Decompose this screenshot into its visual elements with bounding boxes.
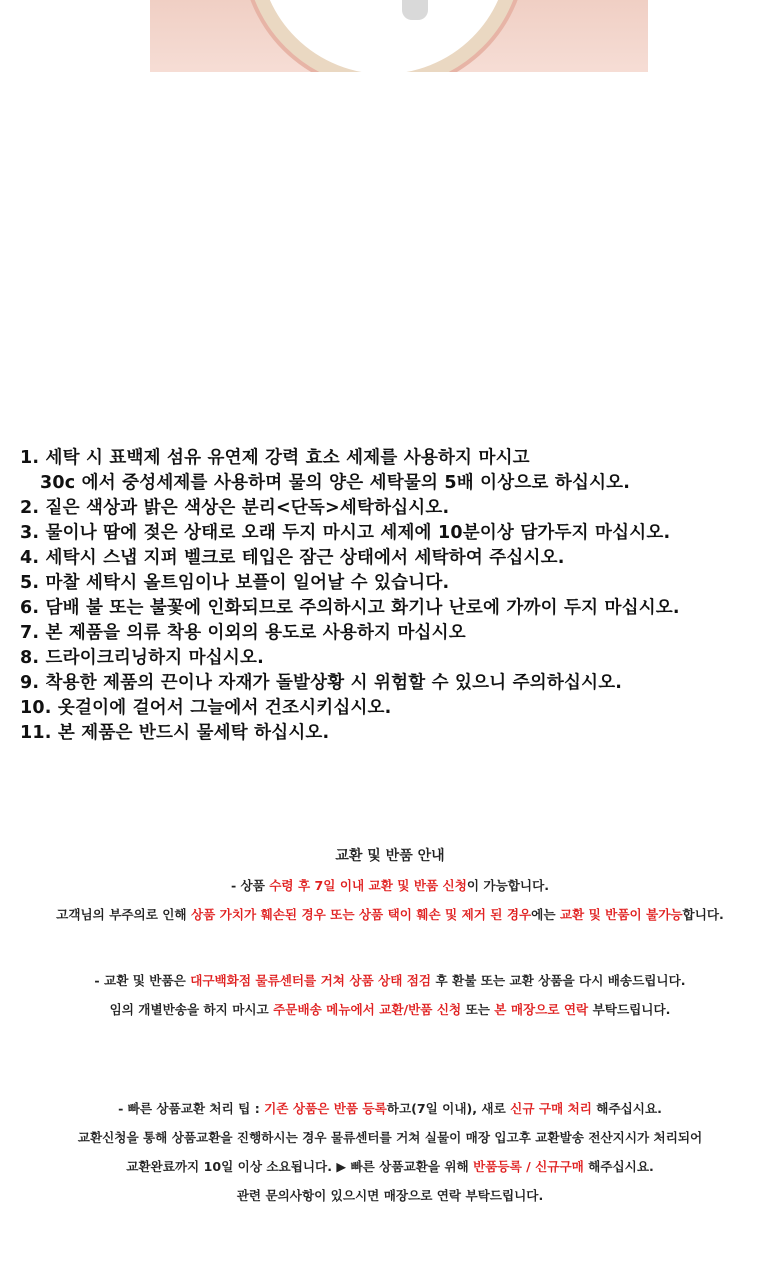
quick-exchange-tip	[0, 1094, 780, 1210]
notice-text: 또는	[461, 1002, 495, 1017]
notice-line	[0, 1094, 780, 1123]
care-item: 11. 본 제품은 반드시 물세탁 하십시오.	[20, 723, 330, 743]
product-photo	[150, 0, 648, 72]
notice-text: 교환완료까지 10일 이상 소요됩니다. ▶ 빠른 상품교환을 위해	[126, 1159, 474, 1174]
notice-text: 합니다.	[682, 907, 724, 922]
care-instructions	[20, 446, 770, 746]
care-item: 30c 에서 중성세제를 사용하며 물의 양은 세탁물의 5배 이상으로 하십시오.	[40, 473, 631, 493]
notice-highlight: 대구백화점 물류센터를 거쳐 상품 상태 점검	[190, 973, 432, 988]
notice-line	[0, 1152, 780, 1181]
notice-highlight: 기존 상품은 반품 등록	[264, 1101, 387, 1116]
notice-highlight: 신규 구매 처리	[510, 1101, 592, 1116]
care-item: 4. 세탁시 스냅 지퍼 벨크로 테입은 잠근 상태에서 세탁하여 주십시오.	[20, 548, 565, 568]
notice-text: 이 가능합니다.	[466, 878, 550, 893]
care-item: 6. 담배 불 또는 불꽃에 인화되므로 주의하시고 화기나 난로에 가까이 두지 마십시오.	[20, 598, 680, 618]
notice-text: 하고(7일 이내), 새로	[386, 1101, 511, 1116]
notice-highlight: 주문배송 메뉴에서 교환/반품 신청	[273, 1002, 462, 1017]
notice-text: - 빠른 상품교환 처리 팁 :	[118, 1101, 265, 1116]
notice-highlight: 상품 가치가 훼손된 경우 또는 상품 택이 훼손 및 제거 된 경우	[190, 907, 532, 922]
care-item: 3. 물이나 땀에 젖은 상태로 오래 두지 마시고 세제에 10분이상 담가두지 마십시오.	[20, 523, 671, 543]
notice-title: 교환 및 반품 안내	[335, 848, 445, 864]
notice-text: 고객님의 부주의로 인해	[56, 907, 191, 922]
notice-highlight: 반품등록 / 신규구매	[473, 1159, 584, 1174]
care-item: 9. 착용한 제품의 끈이나 자재가 돌발상황 시 위험할 수 있으니 주의하십시오.	[20, 673, 623, 693]
notice-text: 후 환불 또는 교환 상품을 다시 배송드립니다.	[431, 973, 686, 988]
care-item: 2. 짙은 색상과 밝은 색상은 분리<단독>세탁하십시오.	[20, 498, 450, 518]
notice-text: 에는	[531, 907, 560, 922]
notice-line	[0, 900, 780, 929]
notice-text: 해주십시요.	[583, 1159, 654, 1174]
exchange-notice	[0, 842, 780, 929]
care-item: 5. 마찰 세탁시 올트임이나 보플이 일어날 수 있습니다.	[20, 573, 450, 593]
notice-highlight: 수령 후 7일 이내 교환 및 반품 신청	[269, 878, 467, 893]
notice-text: 임의 개별반송을 하지 마시고	[109, 1002, 274, 1017]
notice-line	[0, 966, 780, 995]
notice-line: 교환신청을 통해 상품교환을 진행하시는 경우 물류센터를 거쳐 실물이 매장 입고후 교환발송 전산지시가 처리되어	[77, 1130, 703, 1145]
notice-line	[0, 995, 780, 1024]
care-item: 10. 옷걸이에 걸어서 그늘에서 건조시키십시오.	[20, 698, 392, 718]
notice-highlight: 교환 및 반품이 불가능	[559, 907, 683, 922]
care-item: 1. 세탁 시 표백제 섬유 유연제 강력 효소 세제를 사용하지 마시고	[20, 448, 530, 468]
notice-line: 관련 문의사항이 있으시면 매장으로 연락 부탁드립니다.	[236, 1188, 544, 1203]
care-item: 8. 드라이크리닝하지 마십시오.	[20, 648, 264, 668]
notice-text: - 교환 및 반품은	[94, 973, 191, 988]
notice-text: 해주십시요.	[591, 1101, 662, 1116]
notice-line	[0, 871, 780, 900]
return-process-notice	[0, 966, 780, 1024]
notice-text: - 상품	[230, 878, 270, 893]
notice-highlight: 본 매장으로 연락	[494, 1002, 589, 1017]
notice-text: 부탁드립니다.	[588, 1002, 671, 1017]
care-item: 7. 본 제품을 의류 착용 이외의 용도로 사용하지 마십시오	[20, 623, 466, 643]
